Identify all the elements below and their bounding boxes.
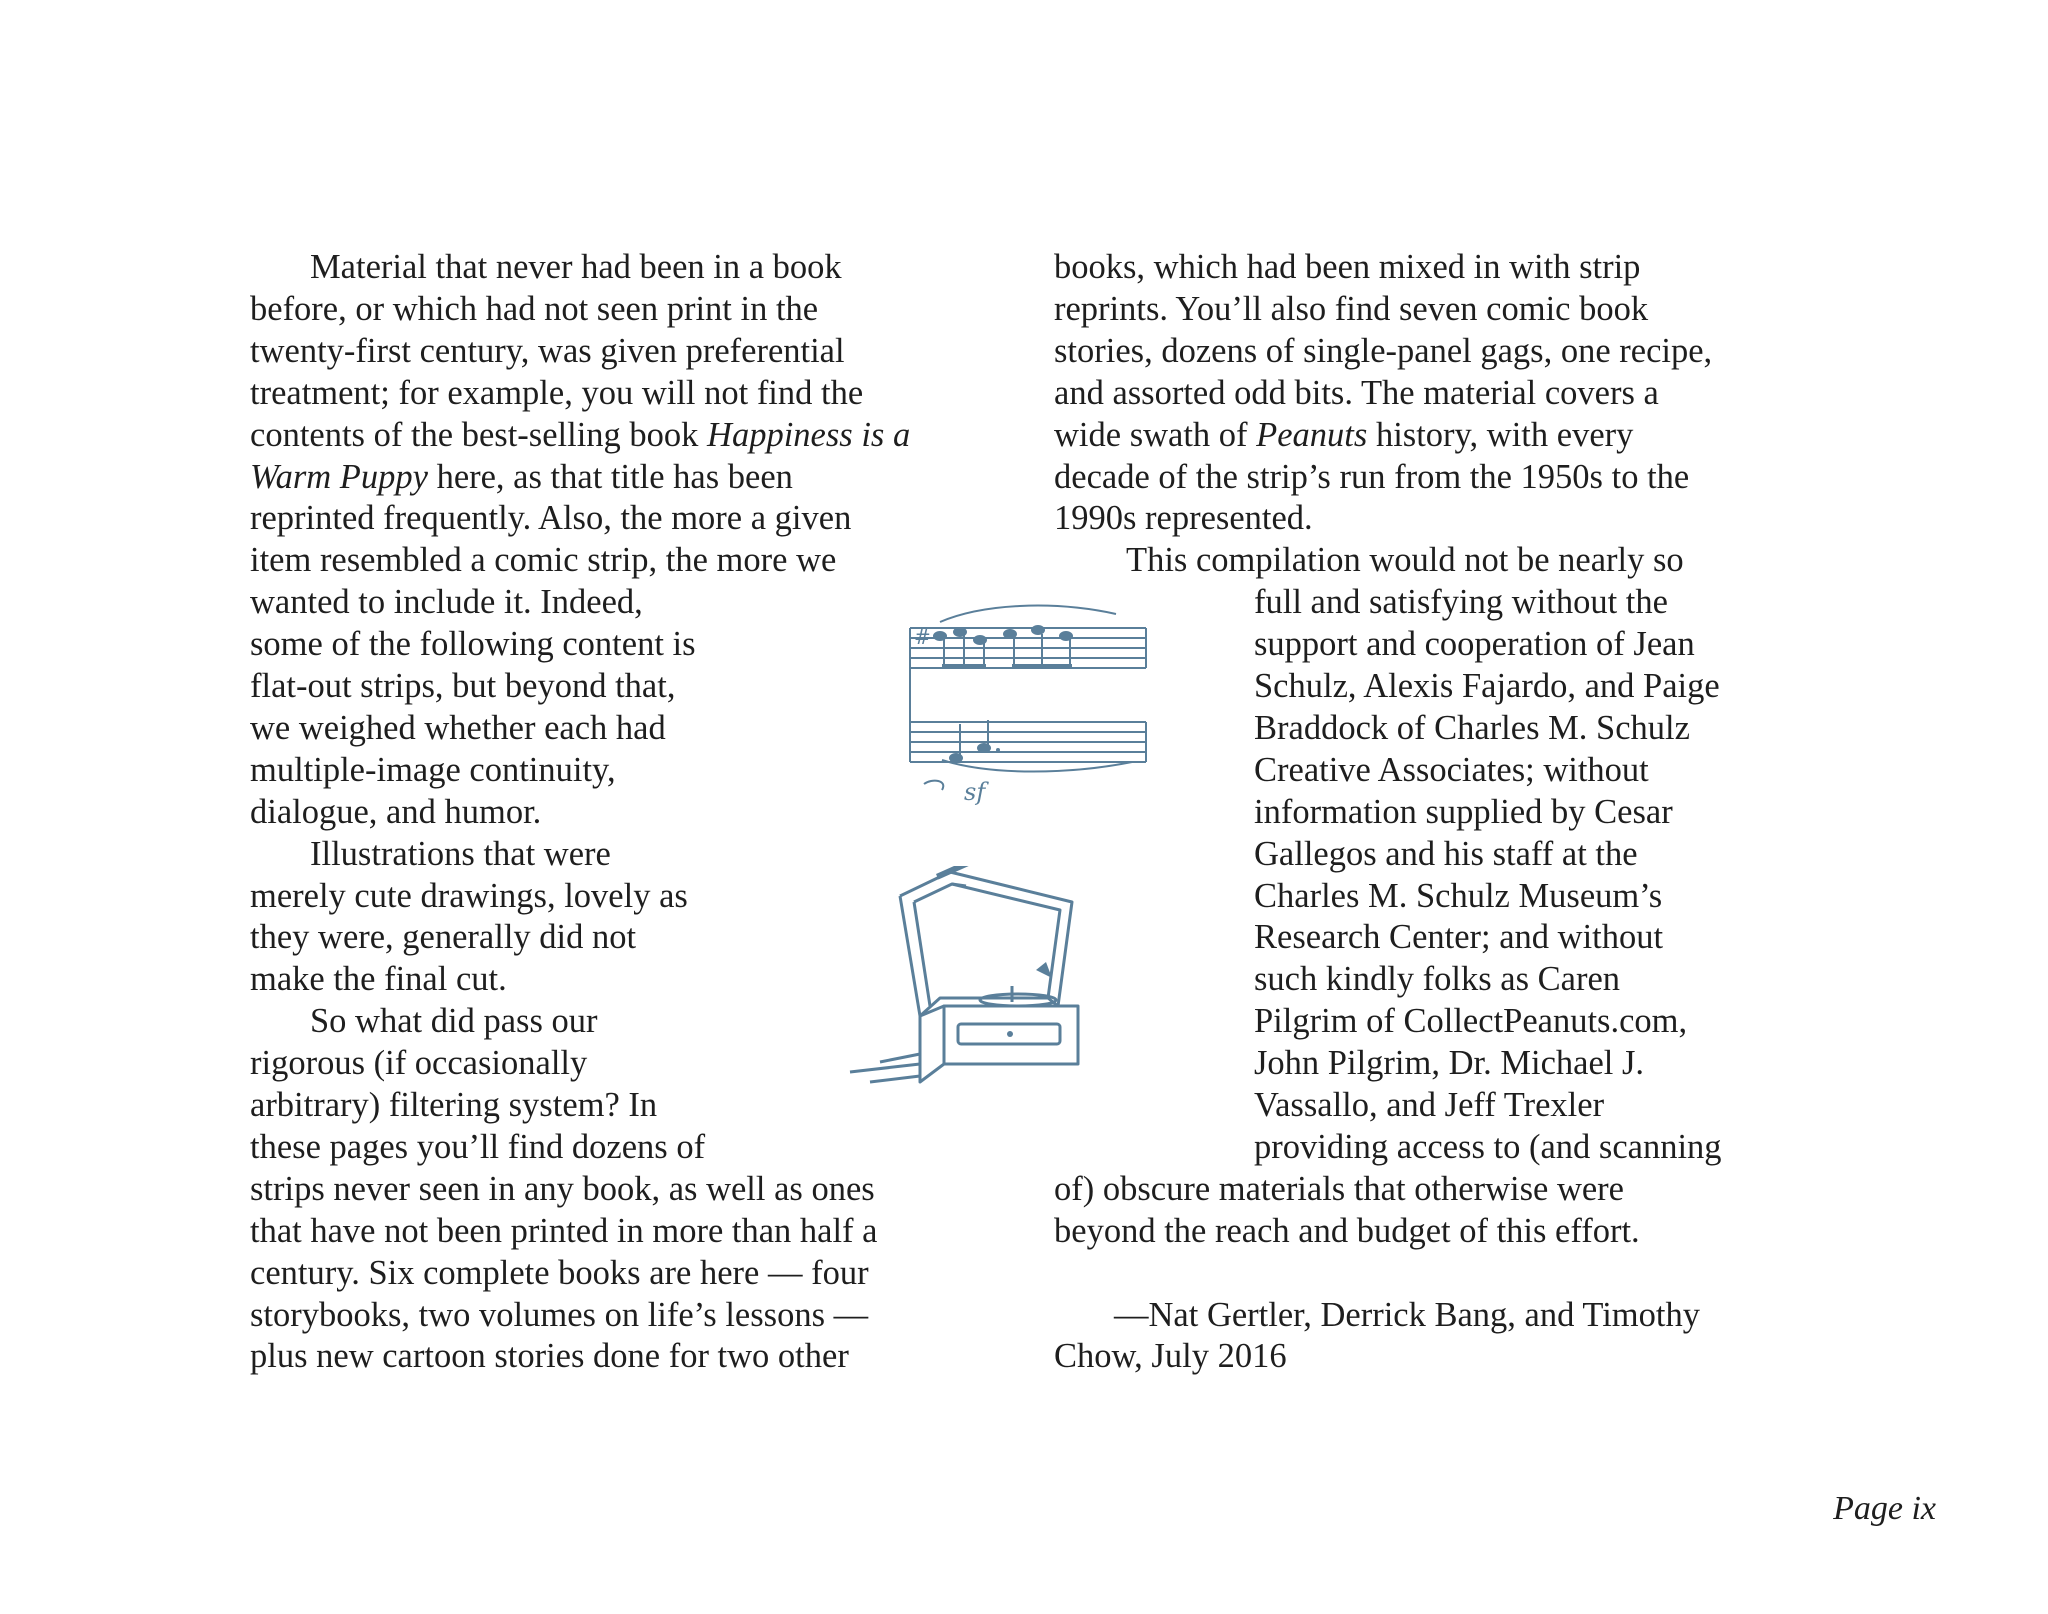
text-run: flat-out strips, but beyond that, bbox=[250, 667, 676, 705]
right-column-line bbox=[1054, 246, 1640, 288]
text-run: treatment; for example, you will not find the bbox=[250, 373, 864, 412]
right-column-line bbox=[1126, 539, 1684, 581]
right-column-line bbox=[1054, 372, 1659, 414]
right-column-line bbox=[1254, 749, 1649, 791]
text-run: Schulz, Alexis Fajardo, and Paige bbox=[1254, 667, 1720, 705]
right-column-line bbox=[1054, 1210, 1640, 1252]
text-run: arbitrary) filtering system? In bbox=[250, 1086, 658, 1124]
svg-text:#: # bbox=[914, 625, 931, 649]
text-run: Vassallo, and Jeff Trexler bbox=[1254, 1086, 1605, 1124]
text-run: providing access to (and scanning bbox=[1254, 1127, 1722, 1166]
text-run: reprints. You’ll also find seven comic book bbox=[1054, 289, 1649, 328]
right-column-line bbox=[1254, 1084, 1604, 1126]
text-run: decade of the strip’s run from the 1950s to the bbox=[1054, 457, 1690, 496]
right-column-line bbox=[1054, 288, 1648, 330]
left-column-line bbox=[250, 497, 851, 539]
left-column-line bbox=[250, 581, 643, 623]
text-run: wanted to include it. Indeed, bbox=[250, 583, 643, 622]
right-column-line bbox=[1054, 1335, 1287, 1377]
text-run: —Nat Gertler, Derrick Bang, and Timothy bbox=[1114, 1295, 1700, 1334]
left-column-line bbox=[250, 623, 696, 665]
page-number: Page ix bbox=[1833, 1490, 1936, 1527]
right-column-line bbox=[1254, 958, 1620, 1000]
text-run: multiple-image continuity, bbox=[250, 750, 616, 789]
text-run: and assorted odd bits. The material covers a bbox=[1054, 373, 1659, 412]
text-run: such kindly folks as Caren bbox=[1254, 960, 1621, 999]
text-run: Creative Associates; without bbox=[1254, 750, 1649, 789]
text-run: make the final cut. bbox=[250, 960, 507, 999]
left-column-line bbox=[250, 1294, 868, 1336]
text-run: beyond the reach and budget of this effort. bbox=[1054, 1211, 1640, 1250]
right-column-line bbox=[1054, 456, 1689, 498]
text-run: Illustrations that were bbox=[310, 834, 611, 873]
right-column-line bbox=[1254, 581, 1668, 623]
text-run: dialogue, and humor. bbox=[250, 792, 542, 831]
text-run: So what did pass our bbox=[310, 1002, 598, 1041]
text-run: stories, dozens of single-panel gags, one recipe, bbox=[1054, 331, 1713, 370]
left-column-line bbox=[250, 456, 793, 498]
text-run: storybooks, two volumes on life’s lessons — bbox=[250, 1295, 869, 1334]
text-run: they were, generally did not bbox=[250, 918, 637, 957]
left-column-line bbox=[250, 665, 675, 707]
italic-title: Happiness is a bbox=[707, 415, 911, 454]
text-run: full and satisfying without the bbox=[1254, 583, 1668, 622]
text-run: Material that never had been in a book bbox=[310, 248, 842, 286]
text-run: Research Center; and without bbox=[1254, 918, 1664, 957]
right-column-line bbox=[1054, 1168, 1624, 1210]
text-run: we weighed whether each had bbox=[250, 708, 666, 747]
text-run: Charles M. Schulz Museum’s bbox=[1254, 876, 1663, 915]
left-column-line bbox=[250, 707, 666, 749]
left-column-line bbox=[250, 1335, 849, 1377]
right-column-line bbox=[1254, 916, 1663, 958]
right-column-line bbox=[1254, 875, 1662, 917]
right-column-line bbox=[1254, 1042, 1644, 1084]
text-run: 1990s represented. bbox=[1054, 499, 1313, 538]
left-column-line bbox=[250, 288, 818, 330]
right-column-line bbox=[1114, 1294, 1700, 1336]
right-column-line bbox=[1254, 833, 1638, 875]
text-run: wide swath of bbox=[1054, 415, 1257, 454]
text-run: information supplied by Cesar bbox=[1254, 792, 1673, 831]
left-column-line bbox=[250, 1084, 657, 1126]
text-run: that have not been printed in more than half a bbox=[250, 1211, 878, 1250]
left-column-line bbox=[250, 916, 636, 958]
text-run: Chow, July 2016 bbox=[1054, 1337, 1287, 1376]
text-run: some of the following content is bbox=[250, 625, 696, 664]
italic-title: Warm Puppy bbox=[250, 457, 428, 496]
left-column-line bbox=[310, 833, 611, 875]
text-run: reprinted frequently. Also, the more a given bbox=[250, 499, 852, 538]
text-run: before, or which had not seen print in the bbox=[250, 289, 819, 328]
italic-title: Peanuts bbox=[1256, 415, 1368, 454]
right-column-line bbox=[1254, 1126, 1722, 1168]
text-run: This compilation would not be nearly so bbox=[1126, 541, 1684, 580]
left-column-line bbox=[250, 749, 616, 791]
sforzando-mark: sf bbox=[964, 778, 986, 806]
text-run: rigorous (if occasionally bbox=[250, 1044, 588, 1083]
text-run: plus new cartoon stories done for two other bbox=[250, 1337, 849, 1376]
music-score-icon bbox=[902, 600, 1162, 810]
text-run: history, with every bbox=[1367, 415, 1634, 454]
left-column-line bbox=[250, 958, 507, 1000]
right-column-line bbox=[1254, 665, 1720, 707]
right-column-line bbox=[1054, 414, 1633, 456]
text-run: twenty-first century, was given preferential bbox=[250, 331, 845, 370]
text-run: strips never seen in any book, as well as ones bbox=[250, 1169, 875, 1208]
record-player-icon bbox=[840, 866, 1180, 1096]
text-run: Pilgrim of CollectPeanuts.com, bbox=[1254, 1002, 1688, 1041]
left-column-line bbox=[250, 1126, 705, 1168]
text-run: century. Six complete books are here — four bbox=[250, 1253, 869, 1292]
left-column-line bbox=[250, 875, 688, 917]
left-column-line bbox=[250, 791, 541, 833]
text-run: contents of the best-selling book bbox=[250, 415, 708, 454]
text-run: John Pilgrim, Dr. Michael J. bbox=[1254, 1044, 1645, 1083]
right-column-line bbox=[1054, 330, 1712, 372]
left-column-line bbox=[250, 1210, 878, 1252]
left-column-line bbox=[310, 246, 842, 288]
left-column-line bbox=[250, 414, 910, 456]
text-run: Gallegos and his staff at the bbox=[1254, 834, 1638, 873]
text-run: item resembled a comic strip, the more we bbox=[250, 541, 837, 580]
right-column-line bbox=[1254, 707, 1690, 749]
right-column-line bbox=[1254, 623, 1695, 665]
text-run: these pages you’ll find dozens of bbox=[250, 1127, 706, 1166]
left-column-line bbox=[250, 1042, 587, 1084]
left-column-line bbox=[250, 330, 845, 372]
text-run: support and cooperation of Jean bbox=[1254, 625, 1695, 664]
left-column-line bbox=[250, 1168, 875, 1210]
text-run: Braddock of Charles M. Schulz bbox=[1254, 708, 1690, 747]
text-run: merely cute drawings, lovely as bbox=[250, 876, 688, 915]
left-column-line bbox=[250, 1252, 869, 1294]
text-run: books, which had been mixed in with strip bbox=[1054, 248, 1641, 286]
right-column-line bbox=[1254, 1000, 1687, 1042]
text-run: of) obscure materials that otherwise were bbox=[1054, 1169, 1624, 1208]
left-column-line bbox=[310, 1000, 598, 1042]
right-column-line bbox=[1254, 791, 1673, 833]
left-column-line bbox=[250, 539, 836, 581]
text-run: here, as that title has been bbox=[427, 457, 793, 496]
left-column-line bbox=[250, 372, 863, 414]
right-column-line bbox=[1054, 497, 1313, 539]
